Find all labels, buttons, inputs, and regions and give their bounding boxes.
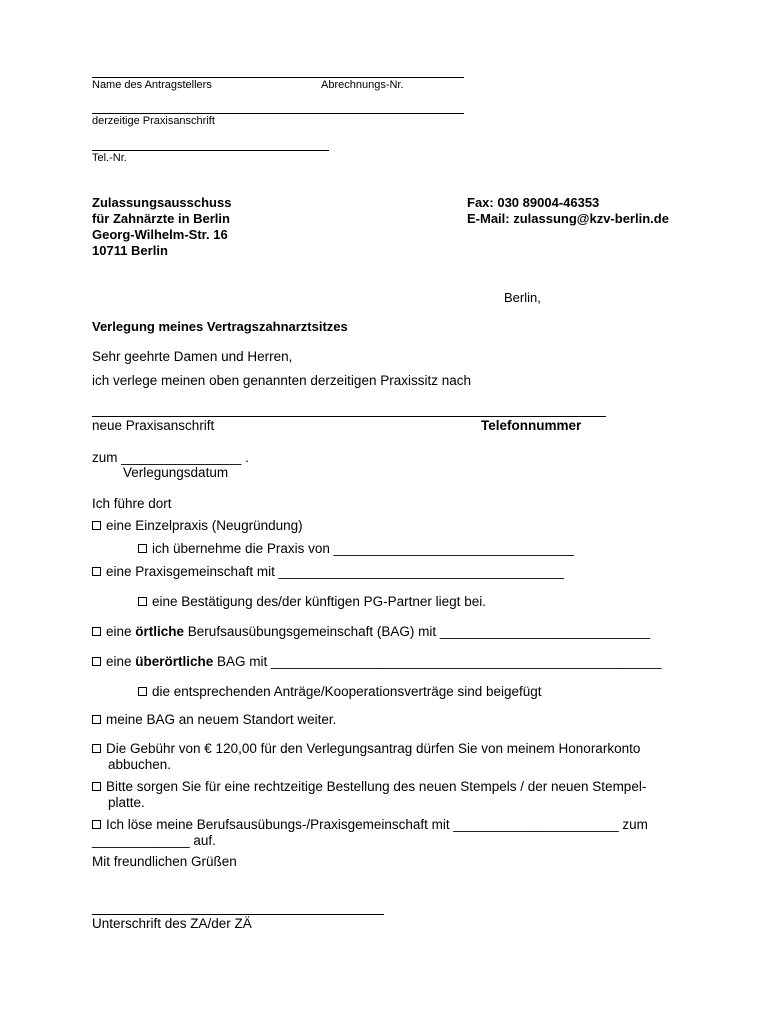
option-antraege[interactable] bbox=[138, 684, 542, 699]
intro-text: ich verlege meinen oben genannten derzeitigen Praxissitz nach bbox=[92, 373, 471, 388]
new-address-label: neue Praxisanschrift bbox=[92, 418, 215, 433]
zum-date-field[interactable]: zum ________________ . bbox=[92, 450, 249, 465]
abrechnung-label: Abrechnungs-Nr. bbox=[321, 79, 404, 91]
option-praxisgemeinschaft-label: eine Praxisgemeinschaft mit ______________________________________ bbox=[106, 564, 564, 579]
checkbox-praxisgemeinschaft[interactable] bbox=[92, 567, 101, 576]
fax-number: Fax: 030 89004-46353 bbox=[467, 195, 600, 210]
option-oertliche-suffix: Berufsausübungsgemeinschaft (BAG) mit ____________________________ bbox=[184, 624, 651, 639]
option-antraege-label: die entsprechenden Anträge/Kooperationsverträge sind beigefügt bbox=[152, 684, 542, 699]
verlegungsdatum-label: Verlegungsdatum bbox=[123, 465, 229, 480]
salutation: Sehr geehrte Damen und Herren, bbox=[92, 349, 293, 364]
recipient-line-3: Georg-Wilhelm-Str. 16 bbox=[92, 227, 228, 242]
address-field-line[interactable] bbox=[92, 113, 464, 114]
option-einzelpraxis-label: eine Einzelpraxis (Neugründung) bbox=[106, 518, 303, 533]
option-oertliche-prefix: eine bbox=[106, 624, 136, 639]
checkbox-ueberoertliche-bag[interactable] bbox=[92, 657, 101, 666]
checkbox-loese[interactable] bbox=[92, 820, 101, 829]
subject-line: Verlegung meines Vertragszahnarztsitzes bbox=[92, 319, 348, 334]
name-field-line[interactable] bbox=[92, 77, 464, 78]
checkbox-bag-weiter[interactable] bbox=[92, 715, 101, 724]
loese-line-2: _____________ auf. bbox=[92, 833, 216, 848]
option-pg-bestaetigung-label: eine Bestätigung des/der künftigen PG-Partner liegt bei. bbox=[152, 594, 486, 609]
gebuehr-line-2: abbuchen. bbox=[108, 757, 172, 772]
signature-label: Unterschrift des ZA/der ZÄ bbox=[92, 916, 252, 931]
option-gebuehr[interactable] bbox=[92, 741, 640, 773]
stempel-line-1: Bitte sorgen Sie für eine rechtzeitige Bestellung des neuen Stempels / der neuen Stempel- bbox=[106, 779, 647, 794]
recipient-line-4: 10711 Berlin bbox=[92, 243, 168, 258]
closing-text: Mit freundlichen Grüßen bbox=[92, 854, 237, 869]
option-bag-weiter[interactable] bbox=[92, 712, 336, 727]
checkbox-uebernehme[interactable] bbox=[138, 544, 147, 553]
option-oertliche-bold: örtliche bbox=[135, 624, 185, 639]
checkbox-gebuehr[interactable] bbox=[92, 744, 101, 753]
option-ueberoertliche-prefix: eine bbox=[106, 654, 136, 669]
option-pg-bestaetigung[interactable] bbox=[138, 594, 486, 609]
stempel-line-2: platte. bbox=[108, 795, 145, 810]
tel-field-line[interactable] bbox=[92, 150, 329, 151]
option-ueberoertliche-bag[interactable] bbox=[92, 654, 661, 669]
option-praxisgemeinschaft[interactable] bbox=[92, 564, 564, 579]
checkbox-antraege[interactable] bbox=[138, 687, 147, 696]
recipient-line-1: Zulassungsausschuss bbox=[92, 195, 232, 210]
loese-line-1: Ich löse meine Berufsausübungs-/Praxisgemeinschaft mit ______________________ zum bbox=[106, 817, 648, 832]
option-loese[interactable] bbox=[92, 817, 648, 849]
contact-block bbox=[467, 195, 669, 227]
new-address-field-line[interactable] bbox=[92, 416, 606, 417]
option-einzelpraxis[interactable] bbox=[92, 518, 303, 533]
checkbox-pg-bestaetigung[interactable] bbox=[138, 597, 147, 606]
option-bag-weiter-label: meine BAG an neuem Standort weiter. bbox=[106, 712, 337, 727]
recipient-address bbox=[92, 195, 231, 259]
option-uebernehme-label: ich übernehme die Praxis von ________________________________ bbox=[152, 541, 574, 556]
checkbox-stempel[interactable] bbox=[92, 782, 101, 791]
option-stempel[interactable] bbox=[92, 779, 646, 811]
option-oertliche-bag[interactable] bbox=[92, 624, 650, 639]
option-ueberoertliche-suffix: BAG mit ____________________________________________________ bbox=[213, 654, 662, 669]
option-ueberoertliche-bold: überörtliche bbox=[135, 654, 214, 669]
checkbox-einzelpraxis[interactable] bbox=[92, 521, 101, 530]
option-uebernehme[interactable] bbox=[138, 541, 574, 556]
phone-label: Telefonnummer bbox=[481, 418, 582, 433]
checkbox-oertliche-bag[interactable] bbox=[92, 627, 101, 636]
gebuehr-line-1: Die Gebühr von € 120,00 für den Verlegungsantrag dürfen Sie von meinem Honorarkonto bbox=[106, 741, 641, 756]
email-address: E-Mail: zulassung@kzv-berlin.de bbox=[467, 211, 669, 226]
address-label: derzeitige Praxisanschrift bbox=[92, 115, 215, 127]
place-date: Berlin, bbox=[504, 290, 541, 305]
name-label: Name des Antragstellers bbox=[92, 79, 212, 91]
fuehre-dort-text: Ich führe dort bbox=[92, 496, 172, 511]
recipient-line-2: für Zahnärzte in Berlin bbox=[92, 211, 230, 226]
signature-field-line[interactable] bbox=[92, 914, 384, 915]
tel-label: Tel.-Nr. bbox=[92, 152, 127, 164]
